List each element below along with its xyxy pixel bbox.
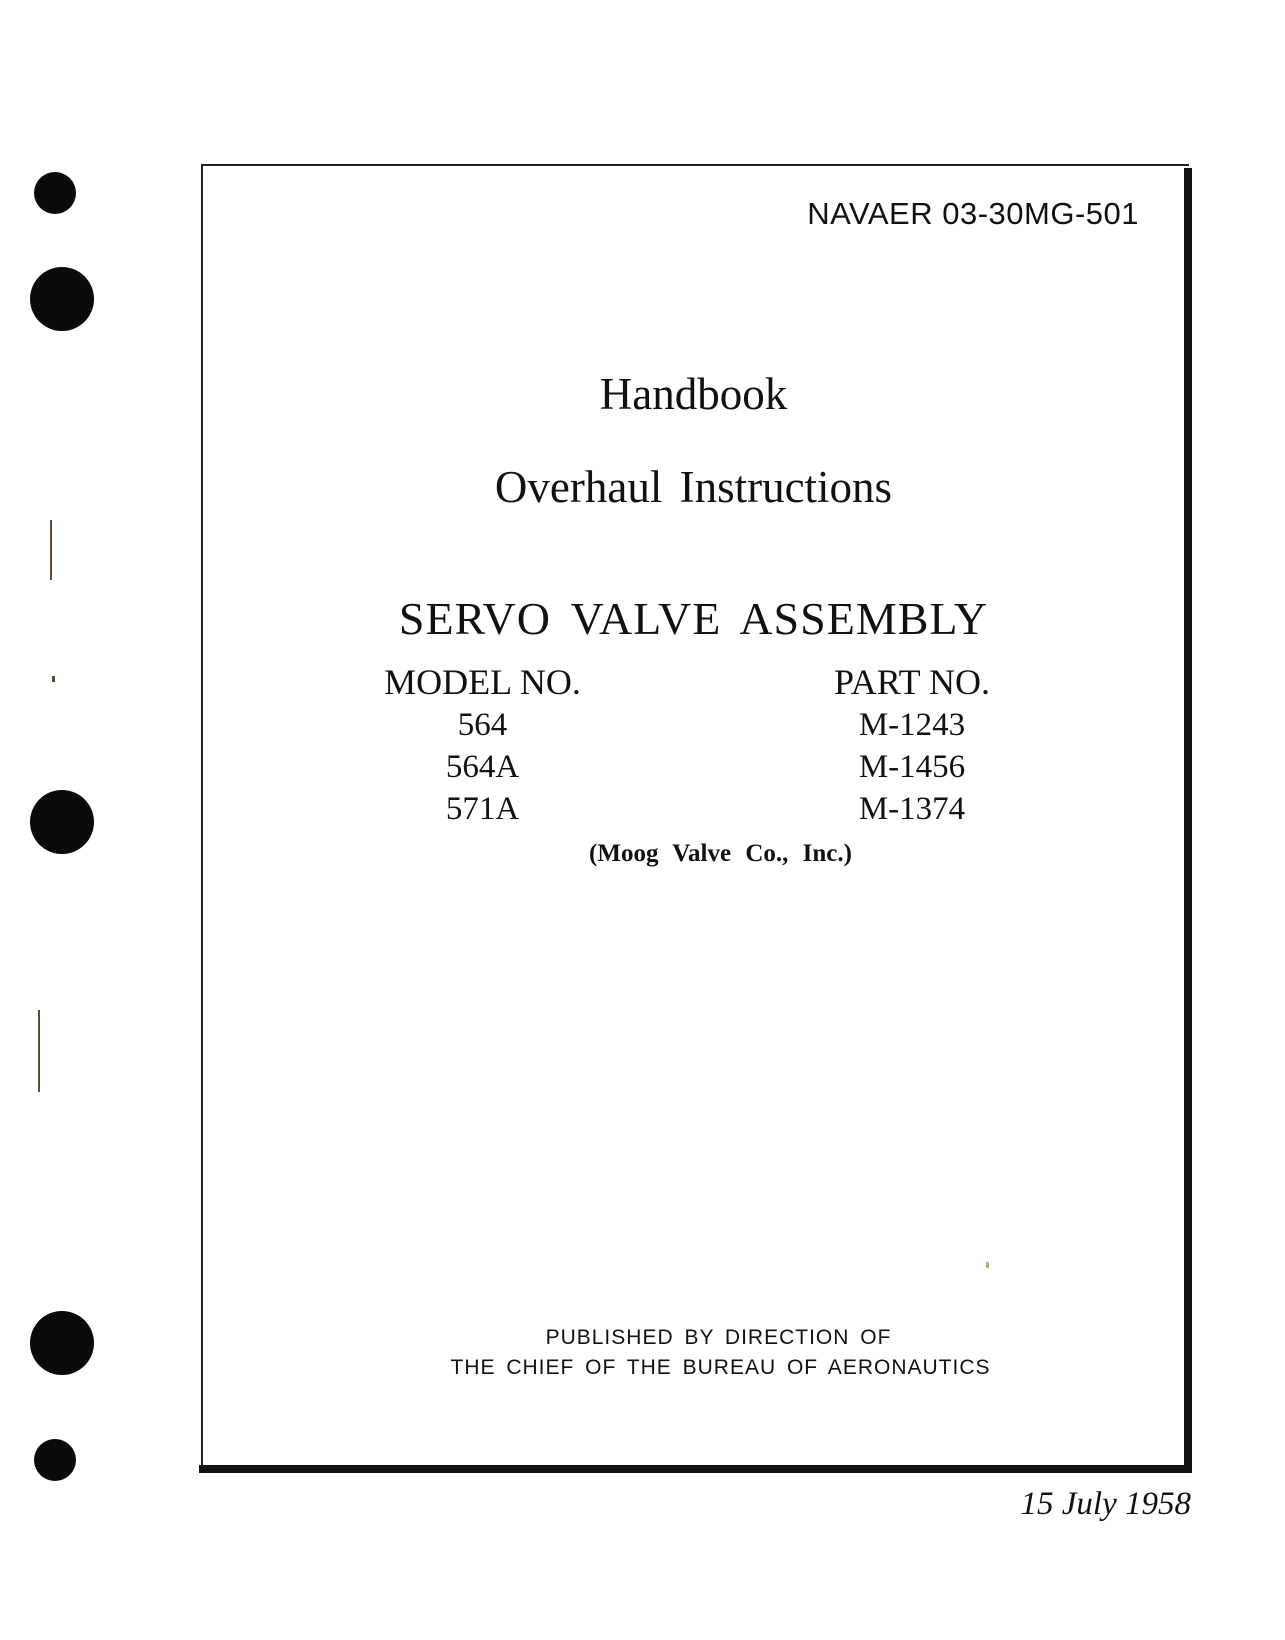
publisher-line: THE CHIEF OF THE BUREAU OF AERONAUTICS — [450, 1356, 991, 1379]
part-number: M-1456 — [858, 749, 966, 785]
paper-mark — [986, 1262, 989, 1268]
heading: Handbook — [599, 369, 788, 419]
part-header: PART NO. — [834, 662, 990, 702]
publication-date: 15 July 1958 — [1020, 1486, 1191, 1522]
binder-hole — [30, 1311, 94, 1375]
model-header: MODEL NO. — [384, 662, 581, 702]
border-frame-top — [201, 164, 1189, 166]
border-frame-left — [201, 164, 203, 1470]
border-frame-right — [1184, 168, 1192, 1473]
model-number: 564A — [445, 749, 520, 785]
paper-mark — [38, 1010, 40, 1092]
binder-hole — [34, 172, 76, 214]
manufacturer: (Moog Valve Co., Inc.) — [589, 840, 852, 867]
model-column — [360, 660, 605, 830]
part-column — [812, 660, 1012, 830]
model-number: 564 — [457, 707, 508, 743]
document-title: SERVO VALVE ASSEMBLY — [398, 593, 989, 644]
part-number: M-1243 — [858, 707, 966, 743]
part-number: M-1374 — [858, 791, 966, 827]
model-number: 571A — [445, 791, 520, 827]
border-frame-bottom — [199, 1465, 1192, 1473]
document-number: NAVAER 03-30MG-501 — [807, 196, 1139, 231]
paper-mark — [52, 676, 55, 682]
subheading: Overhaul Instructions — [494, 462, 893, 512]
binder-hole — [30, 790, 94, 854]
binder-hole — [30, 267, 94, 331]
paper-mark — [50, 520, 52, 580]
publisher-line: PUBLISHED BY DIRECTION OF — [545, 1326, 892, 1349]
binder-hole — [34, 1439, 76, 1481]
